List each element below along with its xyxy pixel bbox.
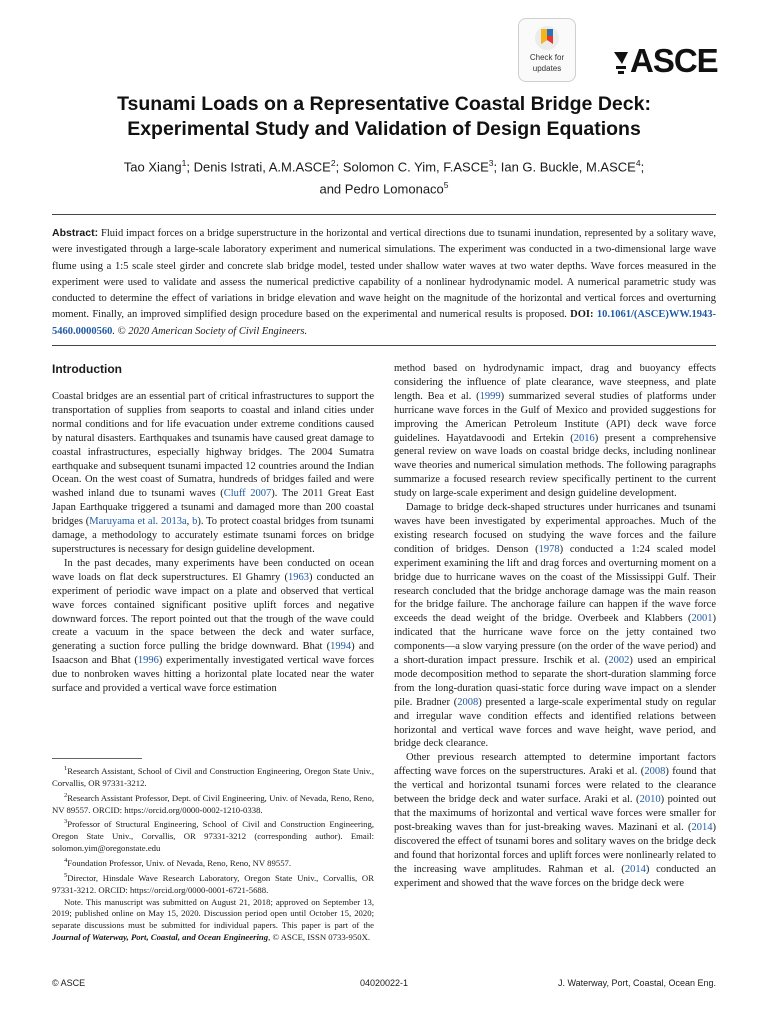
footnote-text: Professor of Structural Engineering, School of Civil and Construction Engineering, Oregon State Univ., Corvallis, OR 97331-3212 (corresponding author). Email: solomon.yim@oregonstate.edu: [52, 819, 374, 854]
citation-link[interactable]: 1994: [330, 641, 352, 653]
footer-journal: J. Waterway, Port, Coastal, Ocean Eng.: [557, 978, 716, 988]
text-run: ) found that the vertical and horizontal tsunami forces were related to the clearance between the bridge deck and water surface. Araki et al. (: [394, 766, 716, 806]
asce-logo-mark: [612, 42, 632, 80]
text-run: ). To protect coastal bridges from tsunami damage, a methodology to accurately estimate tsunami forces on bridge superstructures is necessary for design guideline development.: [52, 516, 374, 555]
submission-note: [52, 897, 374, 945]
title-line-1: Tsunami Loads on a Representative Coastal Bridge Deck:: [117, 93, 651, 115]
citation-link[interactable]: 2008: [644, 766, 666, 778]
author-3-affil: 3: [488, 158, 494, 168]
citation-link[interactable]: 1963: [287, 571, 309, 583]
doi-link[interactable]: 10.1061/(ASCE)WW.1943-5460.0000560: [52, 309, 717, 337]
author-4-affil: 4: [635, 158, 641, 168]
intro-paragraph-2: [52, 557, 374, 696]
text-run: ) presented a large-scale experimental study on regular and irregular wave condition effects and identified relations between horizontal and vertical wave forces and wave height, wave period, and bridge deck clearance.: [394, 696, 716, 750]
citation-link[interactable]: 1996: [137, 655, 159, 667]
footer-copyright: © ASCE: [52, 978, 86, 988]
text-run: ) conducted a 1:24 scaled model experiment examining the lift and drag forces and overturning moment on a bridge due to hurricane waves on the coast of the Mississippi Gulf. Their research concluded that the bridge anchorage damage was the main reason for the bridge failure. The anchorage failure can happen if the wave force exceeds the dead weight of the bridge. Overbeek and Klabbers (: [394, 543, 716, 625]
abstract: [52, 225, 716, 340]
text-run: Other previous research attempted to determine important factors affecting wave forces on the superstructures. Araki et al. (: [394, 752, 716, 778]
check-badge-line1: Check for: [529, 53, 565, 62]
footnote-text: Director, Hinsdale Wave Research Laboratory, Oregon State Univ., Corvallis, OR 97331-3212. ORCID: https://orcid.org/0000-0001-6721-5688.: [52, 872, 374, 895]
paper-title: [40, 92, 728, 142]
footnotes: [52, 763, 374, 944]
footnote-2: [52, 790, 374, 817]
footnote-marker: 4: [64, 857, 68, 865]
text-run: Coastal bridges are an essential part of critical infrastructures to support the transportation of supplies from seaports to coastal and inland cities under normal conditions and for life evacuation under extreme conditions caused by natural disasters. Earthquakes and tsunamis have caused great damage to coastal infrastructures, especially highway bridges. The 2004 Sumatra earthquake and subsequent tsunami impacted 12 countries around the Indian Ocean. On the west coast of Sumatra, hundreds of bridges failed and were washed inland due to tsunami waves (: [52, 391, 374, 500]
text-run: ) conducted an experiment of periodic wave impact on a plate and observed that vertical wave forces contained significant positive uplift forces and negative downward forces. The report pointed out that the trough of the wave could create a vacuum in the space between the deck and water surface, generating a suction force pulling the bridge downward. Bhat (: [52, 571, 374, 653]
citation-link[interactable]: 2014: [624, 863, 646, 875]
footnote-4: [52, 855, 374, 870]
footnote-rule: [52, 758, 142, 759]
abstract-bottom-rule: [52, 345, 716, 346]
left-column: [52, 362, 374, 696]
citation-link[interactable]: 2008: [457, 696, 479, 708]
citation-link[interactable]: Cluff 2007: [223, 488, 272, 500]
right-paragraph-2: [394, 501, 716, 751]
text-run: ) conducted an experiment and showed that the wave forces on the bridge deck were: [394, 863, 716, 889]
abstract-top-rule: [52, 214, 716, 215]
section-heading-introduction: Introduction: [52, 362, 122, 376]
check-for-updates-badge[interactable]: [518, 18, 576, 82]
footnote-marker: 2: [64, 791, 68, 799]
right-paragraph-3: [394, 751, 716, 890]
footnote-marker: 5: [64, 871, 68, 879]
citation-link[interactable]: 2016: [573, 432, 595, 444]
citation-link[interactable]: 2014: [691, 821, 713, 833]
footnote-text: Research Assistant, School of Civil and Construction Engineering, Oregon State Univ., Corvallis, OR 97331-3212.: [52, 765, 374, 788]
text-run: In the past decades, many experiments have been conducted on ocean wave loads on flat deck superstructures. El Ghamry (: [52, 557, 374, 583]
text-run: ) summarized several studies of platforms under hurricane wave forces in the Gulf of Mexico and provided suggestions for improving the American Petroleum Institute (API) deck wave force guidelines. Hayatdavoodi and Ertekin (: [394, 390, 716, 444]
author-4: ; Ian G. Buckle, M.ASCE: [493, 159, 636, 175]
author-1: Tao Xiang: [123, 159, 182, 175]
footnote-5: [52, 870, 374, 897]
author-5: and Pedro Lomonaco: [319, 181, 444, 197]
author-1-affil: 1: [181, 158, 187, 168]
text-run: Damage to bridge deck-shaped structures under hurricanes and tsunami waves have been investigated by experimental approaches. Much of the existing research focused on studying the wave forces and the failure condition of bridges. Denson (: [394, 502, 716, 555]
footnote-text: Research Assistant Professor, Dept. of Civil Engineering, Univ. of Nevada, Reno, Reno, NV 89557. ORCID: https://orcid.org/0000-0002-1210-0338.: [52, 792, 374, 815]
text-run: ) and Isaacson and Bhat (: [52, 641, 374, 667]
footnote-marker: 3: [64, 818, 68, 826]
text-run: ,: [186, 516, 193, 528]
text-run: ). The 2011 Great East Japan Earthquake triggered a tsunami and damaged more than 200 coastal bridges (: [52, 488, 374, 528]
citation-link[interactable]: 2010: [639, 794, 661, 806]
text-run: method based on hydrodynamic impact, drag and buoyancy effects considering the influence of plate clearance, wave steepness, and plate length. Bea et al. (: [394, 363, 716, 402]
page-footer: [52, 976, 716, 990]
citation-link[interactable]: 2001: [691, 613, 713, 625]
journal-name: Journal of Waterway, Port, Coastal, and Ocean Engineering: [52, 932, 269, 943]
author-2: ; Denis Istrati, A.M.ASCE: [186, 159, 331, 175]
footer-page-id: 04020022-1: [359, 978, 409, 988]
author-5-affil: 5: [443, 180, 449, 191]
authors-line-1: [40, 154, 728, 176]
right-column: [394, 362, 716, 890]
asce-logo-text: ASCE: [630, 42, 718, 79]
citation-link[interactable]: 2002: [608, 655, 630, 667]
check-badge-line2: updates: [532, 64, 562, 73]
footnote-1: [52, 763, 374, 790]
abstract-label: Abstract:: [52, 227, 99, 239]
text-run: ) experimentally investigated vertical wave forces due to nonbroken waves hitting a horizontal plate located near the water surface and provided a vertical wave force estimation: [52, 655, 374, 695]
footnote-marker: 1: [64, 765, 68, 772]
author-4-separator: ;: [640, 159, 645, 175]
note-text-end: , © ASCE, ISSN 0733-950X.: [268, 932, 371, 943]
footnote-3: [52, 816, 374, 855]
citation-link[interactable]: 1978: [538, 543, 560, 555]
text-run: ) used an empirical mode decomposition method to separate the short-duration slamming force from the long-duration quasi-static force during wave impact on a slender pile. Bradner (: [394, 655, 716, 708]
author-list: [40, 154, 728, 199]
citation-link[interactable]: 1999: [479, 390, 501, 402]
text-run: ) indicated that the hurricane wave force on the jetty contained two components—a slow varying pressure (on the order of the wave period) and a short-duration impact pressure. Irschik et al. (: [394, 613, 716, 667]
title-line-2: Experimental Study and Validation of Design Equations: [127, 118, 641, 140]
footnote-text: Foundation Professor, Univ. of Nevada, Reno, Reno, NV 89557.: [67, 857, 292, 868]
citation-link[interactable]: b: [192, 516, 198, 528]
citation-link[interactable]: Maruyama et al. 2013a: [89, 516, 187, 528]
abstract-text: Fluid impact forces on a bridge superstructure in the horizontal and vertical directions due to tsunami inundation, represented by a solitary wave, were investigated through a large-scale laboratory experiment and numerical simulations. The experiment was conducted in a two-dimensional large wave flume using a 1:5 scale steel girder and concrete slab bridge model, tested under shallow water waves at two water depths. Wave forces measured in the experiment were used to validate and assess the numerical predictive capability of a nonlinear hydrodynamic model. A numerical parametric study was conducted to determine the effect of variations in bridge elevation and wave height on the magnitude of the horizontal and vertical forces and overturning moment. Finally, an improved simplified design procedure based on the experimental and numerical results is proposed.: [52, 228, 717, 321]
crossmark-icon: [534, 25, 560, 51]
author-3: ; Solomon C. Yim, F.ASCE: [335, 159, 489, 175]
note-text: Note. This manuscript was submitted on August 21, 2018; approved on September 13, 2019; published online on May 15, 2020. Discussion period open until October 15, 2020; separate discussions must be submitted for individual papers. This paper is part of the: [52, 896, 374, 931]
right-paragraph-1: [394, 362, 716, 501]
text-run: ) pointed out that the maximums of horizontal and vertical wave forces were smaller for post-breaking waves than for just-breaking waves. Mazinani et al. (: [394, 794, 716, 833]
copyright-notice: . © 2020 American Society of Civil Engineers.: [112, 325, 308, 337]
asce-logo: [612, 42, 718, 80]
authors-line-2: [40, 176, 728, 198]
doi-label: DOI:: [570, 309, 594, 321]
author-2-affil: 2: [330, 158, 336, 168]
intro-paragraph-1: [52, 390, 374, 557]
text-run: ) present a comprehensive general review on wave loads on coastal bridge decks, including nonlinear wave theories and numerical simulation methods. The following paragraphs summarize a focused research review specifically pertinent to the current study on large-scale experiment and design guideline development.: [394, 432, 716, 500]
text-run: ) discovered the effect of tsunami bores and solitary waves on the bridge deck and found that horizontal forces and uplift forces were nonlinearly related to the increasing wave amplitudes. Rahman et al. (: [394, 821, 716, 875]
